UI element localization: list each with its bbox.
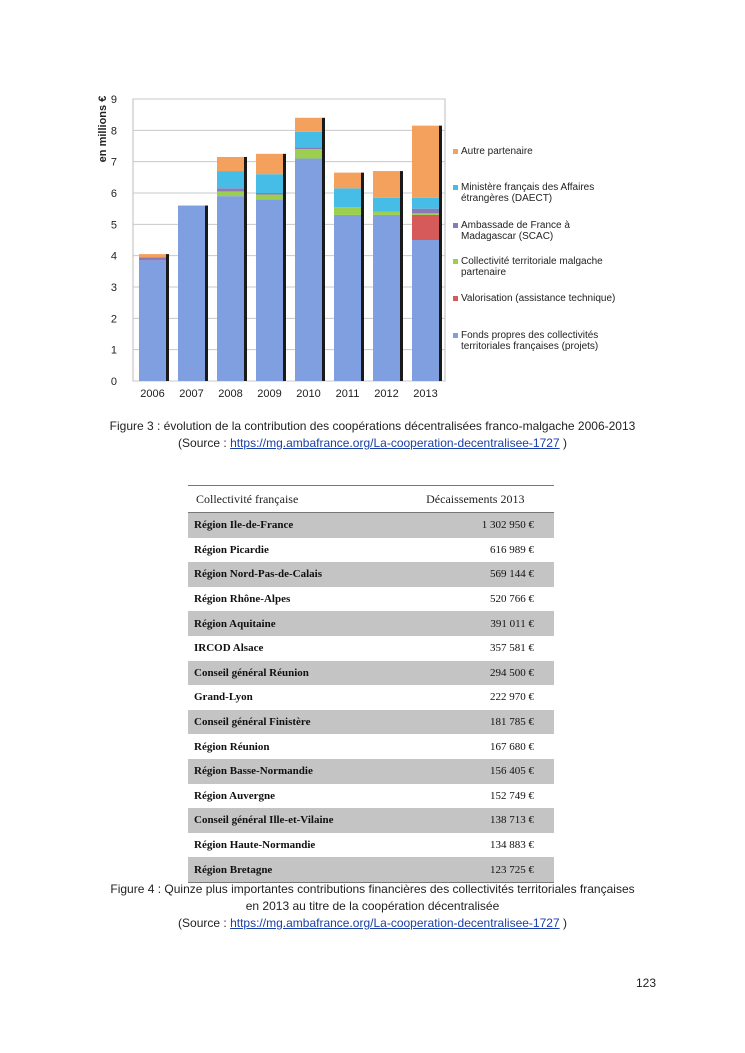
legend-label: Fonds propres des collectivités <box>461 330 599 341</box>
bar-shadow-2008 <box>244 157 247 381</box>
bar-segment-2010-s0 <box>295 159 322 381</box>
collectivite-name: Région Rhône-Alpes <box>194 593 291 606</box>
x-tick-label: 2007 <box>179 388 204 400</box>
legend-label: Madagascar (SCAC) <box>461 231 554 242</box>
decaissement-amount: 616 989 € <box>490 543 534 556</box>
bar-segment-2007-s0 <box>178 206 205 381</box>
bar-segment-2010-s3 <box>295 148 322 150</box>
bar-segment-2012-s0 <box>373 215 400 381</box>
legend-swatch <box>453 259 458 264</box>
decaissement-amount: 152 749 € <box>490 789 534 802</box>
bar-segment-2008-s4 <box>217 171 244 188</box>
x-tick-label: 2012 <box>374 388 399 400</box>
x-tick-label: 2013 <box>413 388 438 400</box>
decaissement-amount: 1 302 950 € <box>397 513 554 538</box>
table-row <box>188 710 554 735</box>
table-row <box>188 661 554 686</box>
bar-segment-2008-s2 <box>217 191 244 196</box>
y-tick-label: 9 <box>110 94 117 106</box>
y-tick-label: 3 <box>110 282 117 294</box>
table-row <box>188 784 554 809</box>
table-row <box>188 857 554 882</box>
legend-swatch <box>453 223 458 228</box>
legend-label: Ministère français des Affaires <box>461 182 595 193</box>
decaissement-amount: 181 785 € <box>397 710 554 735</box>
bar-segment-2012-s4 <box>373 198 400 212</box>
bar-segment-2013-s2 <box>412 213 439 215</box>
collectivite-name: Conseil général Finistère <box>188 710 397 735</box>
bar-segment-2008-s3 <box>217 188 244 191</box>
y-tick-label: 0 <box>110 376 117 388</box>
figure-3-source: (Source : https://mg.ambafrance.org/La-cooperation-decentralisee-1727 ) <box>178 436 567 450</box>
header-collectivite: Collectivité française <box>188 486 397 513</box>
collectivite-name: Région Bretagne <box>188 857 397 882</box>
legend-label: Autre partenaire <box>461 146 533 157</box>
bar-segment-2008-s5 <box>217 157 244 171</box>
bar-segment-2011-s2 <box>334 207 361 215</box>
bar-shadow-2013 <box>439 126 442 381</box>
table-row <box>188 513 554 538</box>
bar-shadow-2007 <box>205 206 208 381</box>
table-row <box>188 611 554 636</box>
table-row <box>188 587 554 612</box>
contributions-table <box>188 485 554 883</box>
page-number: 123 <box>635 976 656 990</box>
x-tick-label: 2011 <box>335 388 360 400</box>
y-tick-label: 7 <box>110 156 117 169</box>
x-tick-label: 2006 <box>140 388 165 400</box>
bar-shadow-2011 <box>361 173 364 381</box>
collectivite-name: Région Haute-Normandie <box>194 839 316 852</box>
table-row <box>188 562 554 587</box>
bar-segment-2010-s2 <box>295 149 322 158</box>
legend-swatch <box>453 333 458 338</box>
figure-4-caption-line2: en 2013 au titre de la coopération décentralisée <box>245 899 500 913</box>
bar-segment-2006-s0 <box>139 260 166 381</box>
figure-4-caption-line1: Figure 4 : Quinze plus importantes contributions financières des collectivités territoriales françaises <box>110 882 635 896</box>
bar-segment-2010-s5 <box>295 118 322 132</box>
table-row <box>188 808 554 833</box>
bar-shadow-2012 <box>400 171 403 381</box>
decaissement-amount: 134 883 € <box>490 839 534 852</box>
decaissement-amount: 520 766 € <box>490 593 534 606</box>
table-row <box>188 685 554 710</box>
figure-3-caption <box>60 418 685 452</box>
decaissement-amount: 357 581 € <box>490 642 534 655</box>
collectivite-name: Région Nord-Pas-de-Calais <box>188 562 397 587</box>
x-tick-label: 2010 <box>296 388 321 400</box>
legend-label: territoriales françaises (projets) <box>461 341 599 352</box>
legend-label: partenaire <box>461 267 507 278</box>
bar-segment-2012-s2 <box>373 212 400 215</box>
figure-3-source-link[interactable]: https://mg.ambafrance.org/La-cooperation-decentralisee-1727 <box>230 436 560 450</box>
bar-segment-2011-s5 <box>334 173 361 189</box>
y-tick-label: 1 <box>110 344 117 357</box>
collectivite-name: Conseil général Réunion <box>188 661 397 686</box>
y-axis-label: en millions € <box>97 95 109 163</box>
decaissement-amount: 222 970 € <box>490 691 534 704</box>
y-tick-label: 4 <box>110 250 117 263</box>
y-tick-label: 6 <box>110 188 117 200</box>
collectivite-name: Région Basse-Normandie <box>188 759 397 784</box>
bar-segment-2013-s5 <box>412 126 439 198</box>
x-tick-label: 2009 <box>257 388 282 400</box>
bar-segment-2009-s2 <box>256 195 283 200</box>
table-row <box>188 636 554 661</box>
table-row <box>188 833 554 858</box>
collectivite-name: Grand-Lyon <box>194 691 253 704</box>
contribution-stacked-bar-chart <box>95 88 665 406</box>
legend-swatch <box>453 149 458 154</box>
x-tick-label: 2008 <box>218 388 243 400</box>
table-row <box>188 759 554 784</box>
decaissement-amount: 294 500 € <box>397 661 554 686</box>
collectivite-name: Région Picardie <box>194 543 269 556</box>
bar-segment-2011-s4 <box>334 188 361 207</box>
y-tick-label: 2 <box>110 313 117 326</box>
y-tick-label: 5 <box>110 219 117 232</box>
collectivite-name: Région Réunion <box>194 740 270 753</box>
legend-label: étrangères (DAECT) <box>461 193 553 204</box>
bar-segment-2009-s4 <box>256 174 283 193</box>
bar-segment-2013-s3 <box>412 209 439 214</box>
legend-swatch <box>453 185 458 190</box>
bar-segment-2013-s0 <box>412 240 439 381</box>
y-tick-label: 8 <box>110 125 117 138</box>
figure-3-caption-text: Figure 3 : évolution de la contribution des coopérations décentralisées franco-malgache 2006-2013 <box>109 419 636 433</box>
decaissement-amount: 569 144 € <box>397 562 554 587</box>
bar-segment-2009-s3 <box>256 193 283 195</box>
header-decaissements: Décaissements 2013 <box>397 486 554 513</box>
collectivite-name: Région Auvergne <box>194 789 275 802</box>
legend-swatch <box>453 296 458 301</box>
bar-segment-2009-s0 <box>256 199 283 381</box>
bar-segment-2013-s4 <box>412 198 439 209</box>
bar-segment-2010-s4 <box>295 132 322 148</box>
figure-4-source-link[interactable]: https://mg.ambafrance.org/La-cooperation-decentralisee-1727 <box>230 916 560 930</box>
collectivite-name: Région Aquitaine <box>188 611 397 636</box>
bar-segment-2012-s5 <box>373 171 400 198</box>
bar-shadow-2006 <box>166 254 169 381</box>
table-body <box>188 513 554 883</box>
table-header-row <box>188 486 554 513</box>
decaissement-amount: 138 713 € <box>397 808 554 833</box>
bar-shadow-2010 <box>322 118 325 381</box>
decaissement-amount: 156 405 € <box>397 759 554 784</box>
legend-label: Collectivité territoriale malgache <box>461 256 603 267</box>
table-row <box>188 734 554 759</box>
legend-label: Ambassade de France à <box>461 220 570 231</box>
bar-segment-2009-s5 <box>256 154 283 174</box>
bar-segment-2006-s3 <box>139 257 166 260</box>
collectivite-name: IRCOD Alsace <box>194 642 264 655</box>
decaissement-amount: 167 680 € <box>490 740 534 753</box>
bar-shadow-2009 <box>283 154 286 381</box>
bar-segment-2011-s0 <box>334 215 361 381</box>
legend-label: Valorisation (assistance technique) <box>461 293 616 304</box>
collectivite-name: Conseil général Ille-et-Vilaine <box>188 808 397 833</box>
bar-segment-2006-s5 <box>139 254 166 257</box>
figure-4-source: (Source : https://mg.ambafrance.org/La-cooperation-decentralisee-1727 ) <box>178 916 567 930</box>
table-row <box>188 538 554 563</box>
decaissement-amount: 391 011 € <box>397 611 554 636</box>
bar-segment-2013-s1 <box>412 215 439 240</box>
decaissement-amount: 123 725 € <box>397 857 554 882</box>
figure-4-caption <box>60 881 685 932</box>
collectivite-name: Région Ile-de-France <box>188 513 397 538</box>
bar-segment-2008-s0 <box>217 196 244 381</box>
